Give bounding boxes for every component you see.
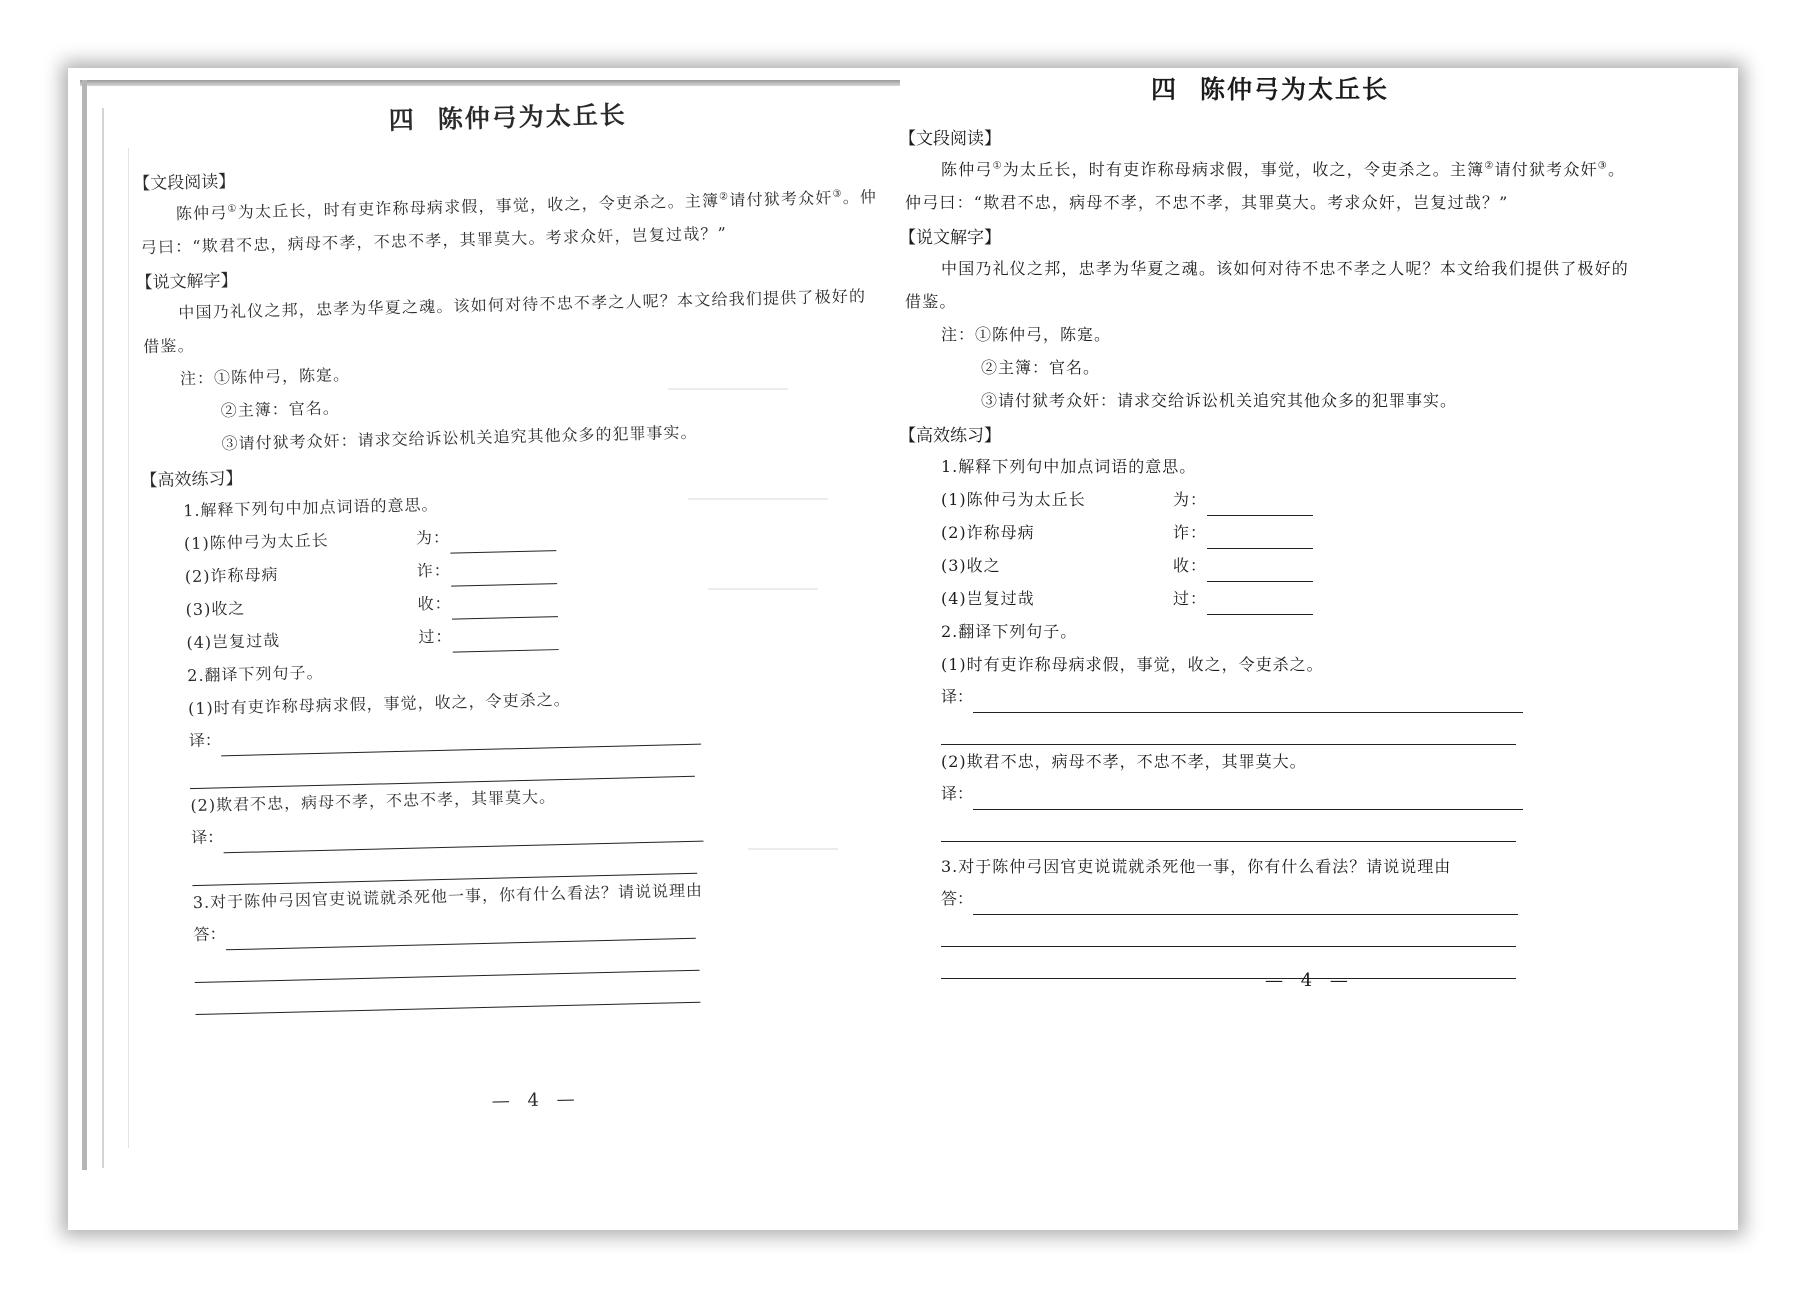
question-2: 2.翻译下列句子。 <box>941 622 1078 641</box>
notes-block <box>905 318 1635 417</box>
vocab-word: 为： <box>415 527 451 548</box>
translation-blank[interactable] <box>973 690 1523 713</box>
note-spacer <box>144 384 180 385</box>
question-1: 1.解释下列句中加点词语的意思。 <box>941 457 1197 476</box>
answer-blank[interactable] <box>1207 594 1313 615</box>
vocab-phrase: (4)岂复过哉 <box>941 589 1035 608</box>
question-3: 3.对于陈仲弓因官吏说谎就杀死他一事，你有什么看法？请说说理由 <box>192 880 704 913</box>
answer-blank[interactable] <box>451 563 557 587</box>
footnote-mark: ② <box>1484 160 1495 172</box>
reading-text: 。仲弓曰：“欺君不忠，病母不孝，不忠不孝，其罪莫大。考求众奸，岂复过哉？” <box>140 187 878 258</box>
translation-blank-line[interactable] <box>941 713 1516 745</box>
reading-text: 陈仲弓 <box>941 160 993 179</box>
translation-row <box>905 681 1635 713</box>
answer-blank[interactable] <box>450 530 556 554</box>
answer-blank[interactable] <box>1207 495 1313 516</box>
vocab-phrase: (4)岂复过哉 <box>186 630 281 653</box>
vocab-row <box>905 483 1635 516</box>
reading-text: 为太丘长，时有吏诈称母病求假，事觉，收之，令吏杀之。主簿 <box>237 191 720 222</box>
footnote-mark: ③ <box>1597 160 1608 172</box>
answer-blank[interactable] <box>1207 528 1313 549</box>
vocab-row <box>905 549 1635 582</box>
footnote-mark: ② <box>718 191 730 203</box>
explain-paragraph: 中国乃礼仪之邦，忠孝为华夏之魂。该如何对待不忠不孝之人呢？本文给我们提供了极好的借鉴。 <box>905 259 1630 311</box>
page-title <box>137 89 878 143</box>
answer-row <box>905 883 1635 915</box>
footnote-mark: ③ <box>832 188 843 200</box>
answer-blank-line[interactable] <box>941 947 1516 979</box>
answer-blank[interactable] <box>973 892 1518 915</box>
answer-blank[interactable] <box>1207 561 1313 582</box>
reading-text: 为太丘长，时有吏诈称母病求假，事觉，收之，令吏杀之。主簿 <box>1002 160 1485 179</box>
title-text: 陈仲弓为太丘长 <box>437 100 628 134</box>
note-row <box>905 384 1635 417</box>
note-item: ③请付狱考众奸：请求交给诉讼机关追究其他众多的犯罪事实。 <box>221 422 698 454</box>
notes-block <box>144 345 886 462</box>
section-heading-reading: 【文段阅读】 <box>132 171 236 195</box>
answer-label: 答： <box>193 924 226 945</box>
scan-edge-line <box>128 148 129 1148</box>
scan-edge-line <box>102 108 104 1168</box>
answer-label: 答： <box>941 889 974 908</box>
translation-row <box>905 778 1635 810</box>
question-2-sentence-1: (1)时有吏诈称母病求假，事觉，收之，令吏杀之。 <box>187 689 571 719</box>
vocab-word: 过： <box>418 626 453 647</box>
section-heading-explain: 【说文解字】 <box>135 270 238 294</box>
answer-blank[interactable] <box>452 629 558 653</box>
vocab-row <box>905 516 1635 549</box>
question-2: 2.翻译下列句子。 <box>187 662 324 686</box>
reading-passage <box>140 180 881 264</box>
question-2-sentence-1: (1)时有吏诈称母病求假，事觉，收之，令吏杀之。 <box>941 655 1324 674</box>
section-heading-reading: 【文段阅读】 <box>899 129 1001 149</box>
translation-blank-line[interactable] <box>941 810 1516 842</box>
question-3: 3.对于陈仲弓因官吏说谎就杀死他一事，你有什么看法？请说说理由 <box>941 857 1452 876</box>
note-lead: 注： <box>179 368 215 389</box>
vocab-phrase: (2)诈称母病 <box>941 523 1035 542</box>
vocab-phrase: (3)收之 <box>941 556 1001 575</box>
vocab-word: 诈： <box>416 560 452 581</box>
note-lead: 注： <box>941 325 976 344</box>
vocab-word: 过： <box>1173 589 1208 608</box>
vocab-word: 收： <box>417 593 452 614</box>
question-1: 1.解释下列句中加点词语的意思。 <box>182 494 439 521</box>
note-spacer <box>146 449 222 451</box>
right-page-clean <box>899 70 1635 1130</box>
question-2-sentence-2: (2)欺君不忠，病母不孝，不忠不孝，其罪莫大。 <box>190 787 557 816</box>
translate-label: 译： <box>188 730 222 751</box>
footnote-mark: ① <box>992 160 1003 172</box>
note-item: ③请付狱考众奸：请求交给诉讼机关追究其他众多的犯罪事实。 <box>981 391 1458 410</box>
title-text: 陈仲弓为太丘长 <box>1200 75 1390 104</box>
title-number: 四 <box>1150 75 1178 104</box>
section-heading-practice: 【高效练习】 <box>140 468 243 492</box>
title-number: 四 <box>388 105 417 136</box>
note-spacer <box>145 416 221 418</box>
section-heading-explain: 【说文解字】 <box>899 228 1001 248</box>
translate-label: 译： <box>190 827 224 848</box>
vocab-word: 为： <box>1173 490 1208 509</box>
reading-passage <box>905 153 1635 219</box>
reading-text: 请付狱考众奸 <box>729 188 833 210</box>
vocab-phrase: (1)陈仲弓为太丘长 <box>183 530 329 554</box>
note-item: ①陈仲弓，陈寔。 <box>213 365 351 388</box>
reading-text: 请付狱考众奸 <box>1494 160 1598 179</box>
translate-label: 译： <box>941 784 974 803</box>
page-number: — 4 — <box>491 1088 581 1112</box>
vocab-word: 诈： <box>1173 523 1208 542</box>
scan-edge-left <box>82 80 87 1170</box>
left-page-scan <box>132 81 903 1159</box>
question-2-sentence-2: (2)欺君不忠，病母不孝，不忠不孝，其罪莫大。 <box>941 752 1307 771</box>
vocab-phrase: (3)收之 <box>185 598 246 620</box>
explain-paragraph: 中国乃礼仪之邦，忠孝为华夏之魂。该如何对待不忠不孝之人呢？本文给我们提供了极好的借鉴。 <box>142 286 867 357</box>
page-title <box>905 70 1635 106</box>
page-number: — 4 — <box>1265 970 1354 991</box>
reading-text: 。仲弓曰：“欺君不忠，病母不孝，不忠不孝，其罪莫大。考求众奸，岂复过哉？” <box>905 160 1626 212</box>
footnote-mark: ① <box>227 203 238 215</box>
note-row <box>905 318 1635 351</box>
note-item: ②主簿：官名。 <box>981 358 1101 377</box>
answer-blank-line[interactable] <box>941 915 1516 947</box>
answer-blank[interactable] <box>451 596 557 620</box>
note-item: ②主簿：官名。 <box>220 398 341 421</box>
vocab-phrase: (2)诈称母病 <box>184 564 279 587</box>
vocab-word: 收： <box>1173 556 1208 575</box>
vocab-row <box>905 582 1635 615</box>
translate-label: 译： <box>941 687 974 706</box>
translation-blank[interactable] <box>973 787 1523 810</box>
vocab-phrase: (1)陈仲弓为太丘长 <box>941 490 1086 509</box>
note-row <box>905 351 1635 384</box>
section-heading-practice: 【高效练习】 <box>899 426 1001 446</box>
reading-text: 陈仲弓 <box>175 203 228 224</box>
note-item: ①陈仲弓，陈寔。 <box>975 325 1112 344</box>
